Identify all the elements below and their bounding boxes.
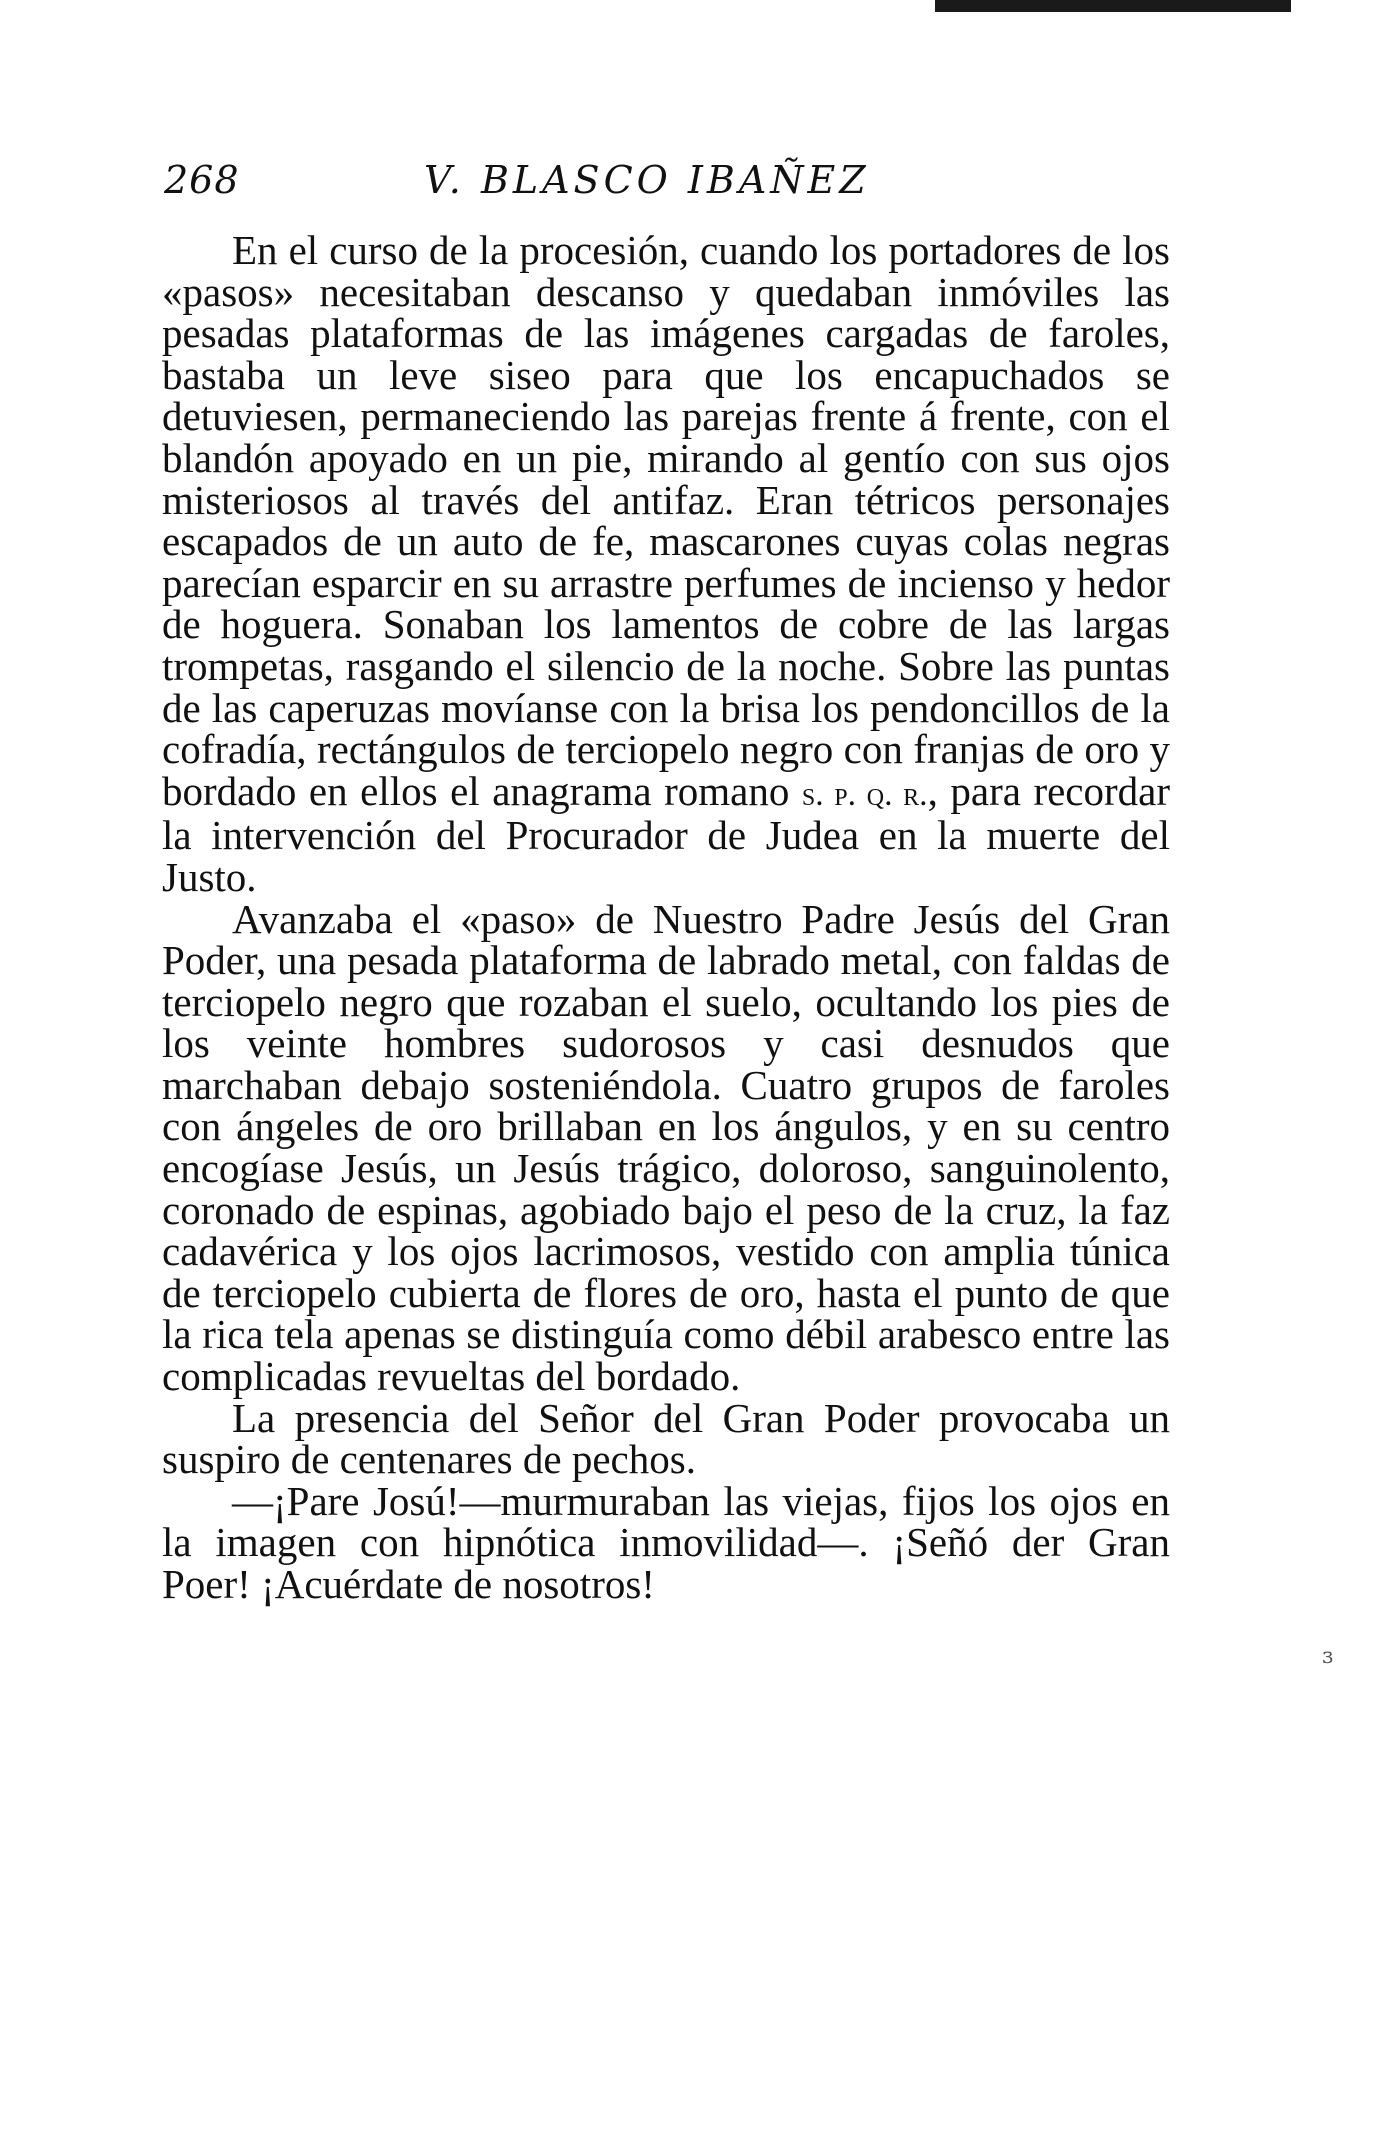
top-rule <box>935 0 1291 12</box>
page-header <box>164 158 1174 218</box>
paragraph-4: —¡Pare Josú!—murmuraban las viejas, fijos los ojos en la imagen con hipnótica inmovilidad—. ¡Señó der Gran Poer! ¡Acuérdate de nosotros! <box>162 1477 1170 1607</box>
running-head: V. BLASCO IBAÑEZ <box>424 158 870 202</box>
margin-mark-icon: ɜ <box>1322 1644 1334 1669</box>
paragraph-2: Avanzaba el «paso» de Nuestro Padre Jesús del Gran Poder, una pesada plataforma de labrado metal, con faldas de terciopelo negro que rozaban el suelo, ocultando los pies de los veinte hombres sudorosos y casi desnudos que marchaban debajo sosteniéndola. Cuatro grupos de faroles con ángeles de oro brillaban en los ángulos, y en su centro encogíase Jesús, un Jesús trágico, doloroso, sanguinolento, coronado de espinas, agobiado bajo el peso de la cruz, la faz cadavérica y los ojos lacrimosos, vestido con amplia túnica de terciopelo cubierta de flores de oro, hasta el punto de que la rica tela apenas se distinguía como débil arabesco entre las complicadas revueltas del bordado. <box>162 895 1170 1400</box>
paragraph-3: La presencia del Señor del Gran Poder provocaba un suspiro de centenares de pechos. <box>162 1394 1170 1483</box>
anagram-spqr: s. p. q. r. <box>801 775 928 813</box>
body-text <box>162 227 1171 1607</box>
paragraph-1: En el curso de la procesión, cuando los portadores de los «pasos» necesitaban descanso y quedaban inmóviles las pesadas plataformas de las imágenes cargadas de faroles, bastaba un leve siseo para que los encapuchados se detuviesen, permaneciendo las parejas frente á frente, con el blandón apoyado en un pie, mirando al gentío con sus ojos misteriosos al través del antifaz. Eran tétricos personajes escapados de un auto de fe, mascarones cuyas colas negras parecían esparcir en su arrastre perfumes de incienso y hedor de hoguera. Sonaban los lamentos de cobre de las largas trompetas, rasgando el silencio de la noche. Sobre las puntas de las caperuzas movíanse con la brisa los pendoncillos de la cofradía, rectángulos de terciopelo negro con franjas de oro y bordado en ellos el anagrama romano s. p. q. r., para recordar la intervención del Procurador de Judea en la muerte del Justo. <box>162 227 1171 900</box>
page-number: 268 <box>164 158 240 202</box>
